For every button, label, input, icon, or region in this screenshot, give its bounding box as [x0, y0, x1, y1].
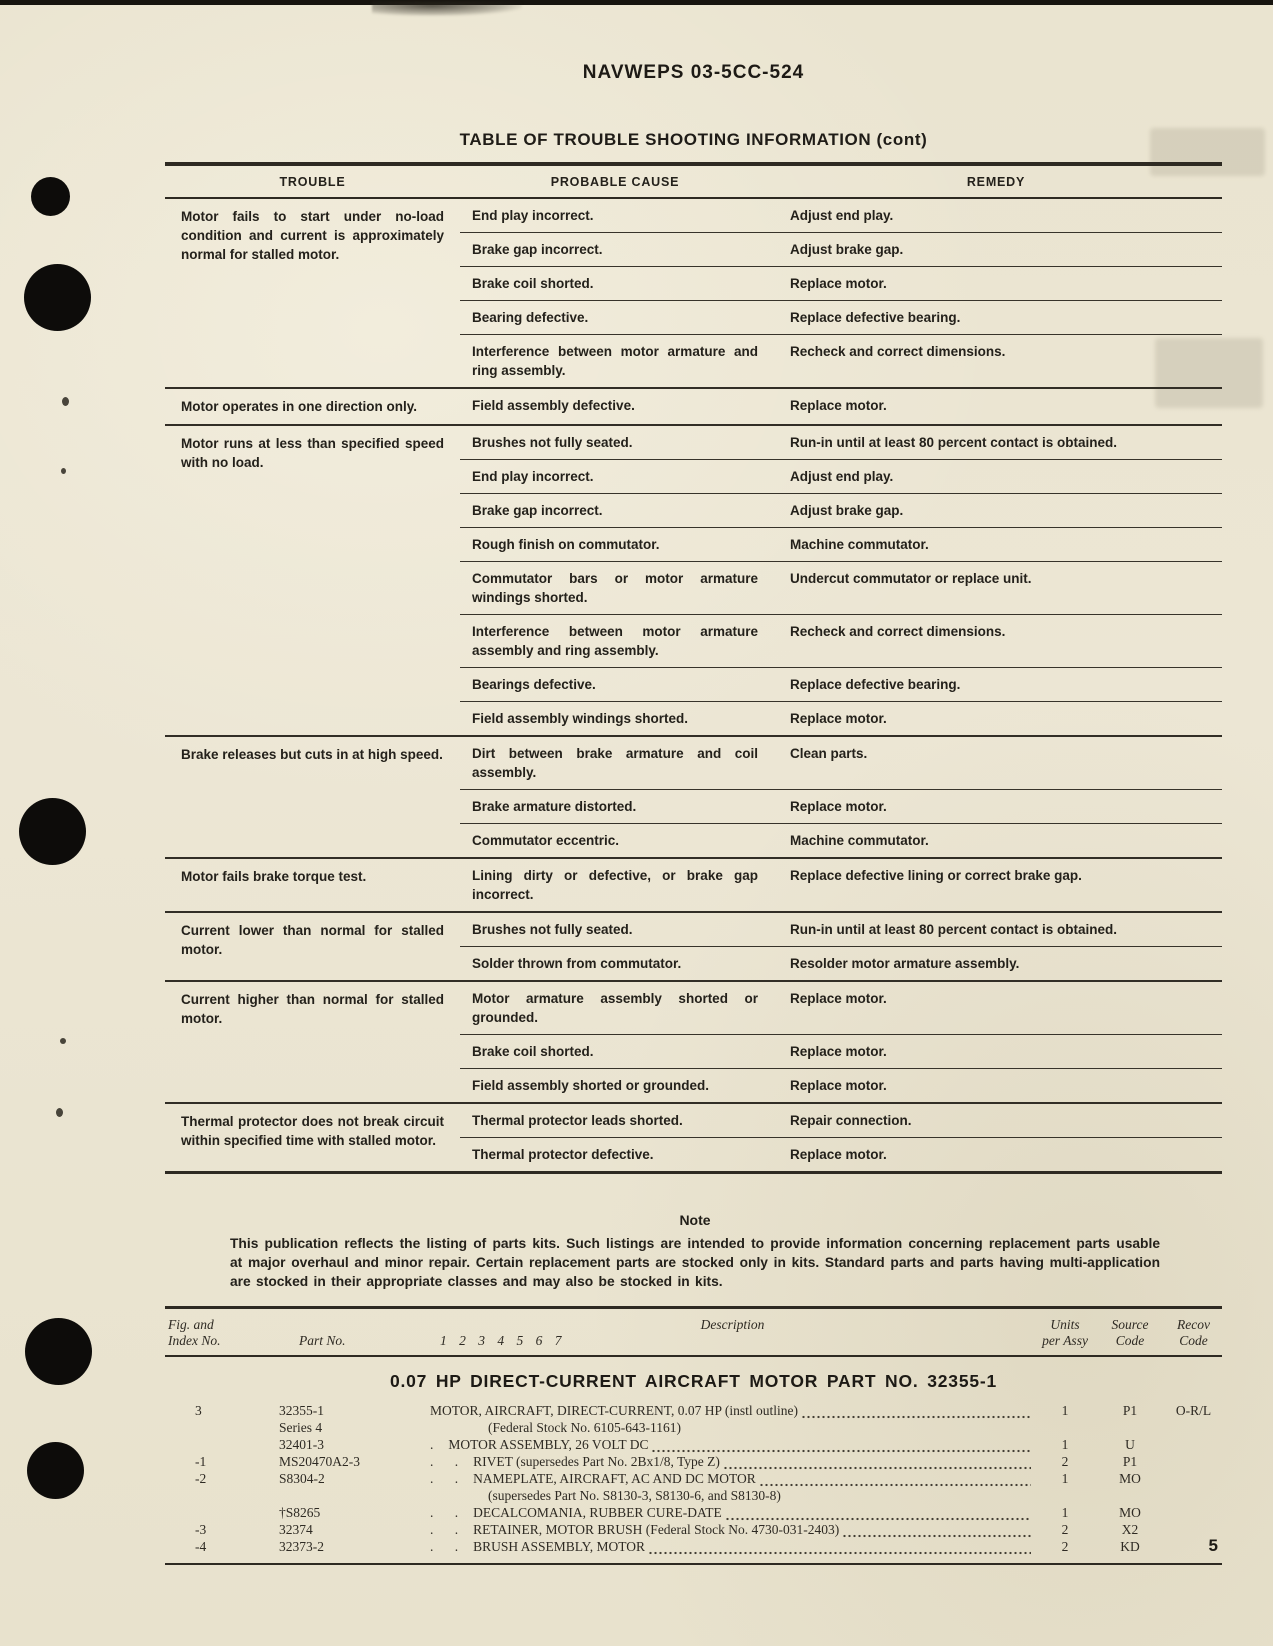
indenture-dots: . . — [430, 1454, 468, 1469]
trouble-group — [165, 387, 1222, 424]
description-cell — [430, 1470, 1035, 1487]
description-text: DECALCOMANIA, RUBBER CURE-DATE — [473, 1505, 722, 1520]
probable-cause-cell: Field assembly defective. — [472, 398, 635, 413]
note-text: This publication reflects the listing of parts kits. Such listings are intended to provide information concerning replacement parts usable at major overhaul and minor repair. Certain replacement parts are stocked only in kits. Standard parts and parts having multi-application are stocked in their appropriate classes and may also be stocked in kits. — [230, 1236, 1160, 1289]
recov-code-cell: O-R/L — [1175, 1403, 1212, 1418]
dot-leader — [759, 1470, 1031, 1487]
remedy-cell: Run-in until at least 80 percent contact is obtained. — [790, 922, 1118, 937]
cause-remedy-row — [460, 1104, 1222, 1138]
cause-remedy-row — [460, 335, 1222, 387]
description-cell — [430, 1521, 1035, 1538]
indenture-dots: . — [430, 1437, 443, 1452]
cause-remedy-row — [460, 1138, 1222, 1171]
cause-remedy-row — [460, 199, 1222, 233]
trouble-shooting-table — [165, 162, 1222, 1174]
parts-row — [165, 1504, 1222, 1521]
description-text: NAMEPLATE, AIRCRAFT, AC AND DC MOTOR — [473, 1471, 756, 1486]
units-per-assy-cell: 1 — [1061, 1403, 1069, 1418]
parts-row — [165, 1402, 1222, 1419]
description-cell — [430, 1436, 1035, 1453]
punch-hole-mark — [27, 1442, 84, 1499]
remedy-cell: Run-in until at least 80 percent contact is obtained. — [790, 435, 1118, 450]
punch-hole-mark — [24, 264, 91, 331]
probable-cause-cell: Interference between motor armature assembly and ring assembly. — [472, 624, 758, 658]
cause-remedy-rows — [460, 1104, 1222, 1171]
dot-leader — [723, 1453, 1031, 1470]
remedy-cell: Replace motor. — [790, 1078, 887, 1093]
units-per-assy-cell: 1 — [1061, 1471, 1069, 1486]
probable-cause-cell: Brake coil shorted. — [472, 276, 594, 291]
trouble-group — [165, 1102, 1222, 1171]
fig-index-cell — [165, 1487, 275, 1504]
parts-row — [165, 1453, 1222, 1470]
indenture-dots: . . — [430, 1505, 468, 1520]
remedy-cell: Clean parts. — [790, 746, 868, 761]
recov-code-cell — [1165, 1504, 1222, 1521]
cause-remedy-row — [460, 824, 1222, 857]
recov-code-cell — [1165, 1487, 1222, 1504]
cause-remedy-row — [460, 562, 1222, 615]
part-no-cell: MS20470A2-3 — [279, 1454, 361, 1469]
note-heading: Note — [679, 1212, 711, 1228]
cause-remedy-row — [460, 494, 1222, 528]
units-per-assy-cell — [1035, 1419, 1095, 1436]
cause-remedy-row — [460, 702, 1222, 735]
remedy-cell: Replace defective bearing. — [790, 677, 961, 692]
description-text: RETAINER, MOTOR BRUSH (Federal Stock No. 4730-031-2403) — [473, 1522, 840, 1537]
probable-cause-cell: Motor armature assembly shorted or grounded. — [472, 991, 758, 1025]
trouble-cell: Thermal protector does not break circuit within specified time with stalled motor. — [181, 1114, 444, 1148]
probable-cause-cell: Brake gap incorrect. — [472, 242, 603, 257]
source-code-cell: MO — [1119, 1471, 1141, 1486]
trouble-group — [165, 424, 1222, 735]
cause-remedy-rows — [460, 199, 1222, 387]
column-header-trouble: TROUBLE — [279, 175, 346, 189]
source-code-cell: X2 — [1121, 1522, 1139, 1537]
part-no-cell: 32374 — [279, 1522, 313, 1537]
cause-remedy-rows — [460, 737, 1222, 857]
column-header-description: Description 1 2 3 4 5 6 7 — [440, 1317, 765, 1348]
remedy-cell: Repair connection. — [790, 1113, 912, 1128]
fig-index-cell: -4 — [195, 1539, 207, 1554]
cause-remedy-row — [460, 615, 1222, 668]
doc-number: NAVWEPS 03-5CC-524 — [582, 62, 805, 83]
fig-index-cell: -1 — [195, 1454, 207, 1469]
part-no-cell: 32401-3 — [279, 1437, 324, 1452]
trouble-group — [165, 911, 1222, 980]
description-cell — [430, 1504, 1035, 1521]
trouble-group — [165, 980, 1222, 1102]
parts-row — [165, 1521, 1222, 1538]
part-no-cell: S8304-2 — [279, 1471, 325, 1486]
dot-leader — [801, 1402, 1031, 1419]
source-code-cell — [1095, 1419, 1165, 1436]
ink-speck — [62, 397, 69, 406]
remedy-cell: Machine commutator. — [790, 537, 929, 552]
cause-remedy-row — [460, 460, 1222, 494]
cause-remedy-row — [460, 668, 1222, 702]
trouble-group — [165, 857, 1222, 911]
cause-remedy-row — [460, 790, 1222, 824]
parts-row — [165, 1436, 1222, 1453]
description-text: (supersedes Part No. S8130-3, S8130-6, and S8130-8) — [488, 1488, 781, 1503]
dot-leader — [725, 1504, 1031, 1521]
cause-remedy-rows — [460, 913, 1222, 980]
remedy-cell: Replace motor. — [790, 1147, 887, 1162]
remedy-cell: Replace motor. — [790, 276, 887, 291]
trouble-table-title: TABLE OF TROUBLE SHOOTING INFORMATION (cont) — [459, 130, 928, 149]
fig-index-cell: -3 — [195, 1522, 207, 1537]
trouble-table-body — [165, 199, 1222, 1171]
source-code-cell: KD — [1120, 1539, 1140, 1554]
units-per-assy-cell: 1 — [1061, 1437, 1069, 1452]
remedy-cell: Replace motor. — [790, 991, 887, 1006]
indenture-dots: . . — [430, 1471, 468, 1486]
cause-remedy-row — [460, 737, 1222, 790]
recov-code-cell — [1165, 1419, 1222, 1436]
fig-index-cell — [165, 1504, 275, 1521]
trouble-cell: Motor fails to start under no-load condition and current is approximately normal for stalled motor. — [181, 209, 444, 262]
description-cell — [430, 1453, 1035, 1470]
probable-cause-cell: Field assembly shorted or grounded. — [472, 1078, 710, 1093]
fig-index-cell — [165, 1436, 275, 1453]
punch-hole-mark — [25, 1318, 92, 1385]
column-header-units-per-assy: Units per Assy — [1042, 1317, 1088, 1348]
cause-remedy-rows — [460, 859, 1222, 911]
cause-remedy-row — [460, 982, 1222, 1035]
part-no-cell — [275, 1487, 430, 1504]
punch-hole-mark — [31, 177, 70, 216]
trouble-cell: Brake releases but cuts in at high speed. — [181, 747, 443, 762]
description-text: MOTOR, AIRCRAFT, DIRECT-CURRENT, 0.07 HP (instl outline) — [430, 1403, 799, 1418]
source-code-cell — [1095, 1487, 1165, 1504]
cause-remedy-row — [460, 426, 1222, 460]
units-per-assy-cell — [1035, 1487, 1095, 1504]
cause-remedy-rows — [460, 982, 1222, 1102]
trouble-cell: Motor operates in one direction only. — [181, 399, 418, 414]
probable-cause-cell: Bearings defective. — [472, 677, 596, 692]
indenture-dots: . . — [430, 1522, 468, 1537]
remedy-cell: Adjust end play. — [790, 208, 894, 223]
probable-cause-cell: Commutator eccentric. — [472, 833, 620, 848]
recov-code-cell — [1165, 1470, 1222, 1487]
indenture-dots: . . — [430, 1539, 468, 1554]
column-header-probable-cause: PROBABLE CAUSE — [550, 175, 680, 189]
remedy-cell: Recheck and correct dimensions. — [790, 624, 1006, 639]
description-text: RIVET (supersedes Part No. 2Bx1/8, Type Z) — [473, 1454, 720, 1469]
column-header-recov-code: Recov Code — [1177, 1317, 1210, 1348]
parts-row — [165, 1487, 1222, 1504]
description-cell — [430, 1538, 1035, 1555]
page-content — [165, 0, 1222, 1565]
part-no-cell: 32355-1 — [279, 1403, 324, 1418]
remedy-cell: Replace motor. — [790, 711, 887, 726]
units-per-assy-cell: 2 — [1061, 1522, 1069, 1537]
parts-section-title: 0.07 HP DIRECT-CURRENT AIRCRAFT MOTOR PART NO. 32355-1 — [389, 1371, 998, 1391]
probable-cause-cell: Brake gap incorrect. — [472, 503, 603, 518]
description-text: MOTOR ASSEMBLY, 26 VOLT DC — [448, 1437, 649, 1452]
units-per-assy-cell: 2 — [1061, 1454, 1069, 1469]
dot-leader — [648, 1538, 1031, 1555]
cause-remedy-rows — [460, 389, 1222, 424]
part-no-cell: Series 4 — [279, 1420, 323, 1435]
probable-cause-cell: End play incorrect. — [472, 208, 594, 223]
probable-cause-cell: Brake armature distorted. — [472, 799, 637, 814]
probable-cause-cell: Thermal protector leads shorted. — [472, 1113, 683, 1128]
ink-speck — [61, 468, 66, 474]
source-code-cell: P1 — [1122, 1454, 1138, 1469]
cause-remedy-row — [460, 301, 1222, 335]
column-header-remedy: REMEDY — [966, 175, 1026, 189]
probable-cause-cell: Dirt between brake armature and coil assembly. — [472, 746, 758, 780]
trouble-group — [165, 735, 1222, 857]
parts-list-table — [165, 1306, 1222, 1565]
probable-cause-cell: End play incorrect. — [472, 469, 594, 484]
punch-hole-mark — [19, 798, 86, 865]
remedy-cell: Adjust end play. — [790, 469, 894, 484]
units-per-assy-cell: 2 — [1061, 1539, 1069, 1554]
parts-table-header-row — [165, 1309, 1222, 1357]
fig-index-cell: -2 — [195, 1471, 207, 1486]
cause-remedy-row — [460, 1035, 1222, 1069]
trouble-cell: Current higher than normal for stalled motor. — [181, 992, 444, 1026]
remedy-cell: Recheck and correct dimensions. — [790, 344, 1006, 359]
remedy-cell: Replace motor. — [790, 1044, 887, 1059]
remedy-cell: Adjust brake gap. — [790, 242, 904, 257]
part-no-cell: †S8265 — [279, 1505, 321, 1520]
remedy-cell: Adjust brake gap. — [790, 503, 904, 518]
page-number: 5 — [1208, 1536, 1218, 1555]
source-code-cell: U — [1125, 1437, 1135, 1452]
description-cell — [430, 1419, 1035, 1436]
dot-leader — [651, 1436, 1031, 1453]
remedy-cell: Replace defective bearing. — [790, 310, 961, 325]
fig-index-cell: 3 — [195, 1403, 202, 1418]
part-no-cell: 32373-2 — [279, 1539, 324, 1554]
cause-remedy-row — [460, 1069, 1222, 1102]
remedy-cell: Undercut commutator or replace unit. — [790, 571, 1032, 586]
units-per-assy-cell: 1 — [1061, 1505, 1069, 1520]
cause-remedy-row — [460, 913, 1222, 947]
probable-cause-cell: Lining dirty or defective, or brake gap incorrect. — [472, 868, 758, 902]
column-header-part-no: Part No. — [299, 1333, 346, 1348]
parts-row — [165, 1538, 1222, 1555]
probable-cause-cell: Rough finish on commutator. — [472, 537, 660, 552]
probable-cause-cell: Brushes not fully seated. — [472, 922, 633, 937]
ink-speck — [60, 1038, 66, 1044]
source-code-cell: P1 — [1122, 1403, 1138, 1418]
probable-cause-cell: Brake coil shorted. — [472, 1044, 594, 1059]
source-code-cell: MO — [1119, 1505, 1141, 1520]
note-section — [230, 1212, 1160, 1291]
probable-cause-cell: Commutator bars or motor armature windings shorted. — [472, 571, 758, 605]
probable-cause-cell: Solder thrown from commutator. — [472, 956, 682, 971]
column-header-source-code: Source Code — [1111, 1317, 1149, 1348]
description-cell — [430, 1487, 1035, 1504]
cause-remedy-row — [460, 528, 1222, 562]
remedy-cell: Machine commutator. — [790, 833, 929, 848]
recov-code-cell — [1165, 1436, 1222, 1453]
description-text: (Federal Stock No. 6105-643-1161) — [488, 1420, 681, 1435]
probable-cause-cell: Brushes not fully seated. — [472, 435, 633, 450]
remedy-cell: Replace motor. — [790, 398, 887, 413]
cause-remedy-row — [460, 389, 1222, 422]
remedy-cell: Replace defective lining or correct brake gap. — [790, 868, 1082, 883]
parts-row — [165, 1470, 1222, 1487]
cause-remedy-row — [460, 233, 1222, 267]
trouble-cell: Motor fails brake torque test. — [181, 869, 367, 884]
probable-cause-cell: Field assembly windings shorted. — [472, 711, 689, 726]
cause-remedy-row — [460, 859, 1222, 911]
trouble-group — [165, 199, 1222, 387]
probable-cause-cell: Interference between motor armature and ring assembly. — [472, 344, 758, 378]
indenture-level-numbers: 1 2 3 4 5 6 7 — [440, 1333, 562, 1348]
fig-index-cell — [165, 1419, 275, 1436]
cause-remedy-rows — [460, 426, 1222, 735]
trouble-cell: Motor runs at less than specified speed with no load. — [181, 436, 444, 470]
remedy-cell: Resolder motor armature assembly. — [790, 956, 1020, 971]
cause-remedy-row — [460, 267, 1222, 301]
probable-cause-cell: Thermal protector defective. — [472, 1147, 654, 1162]
recov-code-cell — [1165, 1453, 1222, 1470]
parts-table-body — [165, 1402, 1222, 1563]
trouble-cell: Current lower than normal for stalled motor. — [181, 923, 444, 957]
ink-speck — [56, 1108, 63, 1117]
remedy-cell: Replace motor. — [790, 799, 887, 814]
dot-leader — [842, 1521, 1031, 1538]
cause-remedy-row — [460, 947, 1222, 980]
trouble-table-header-row — [165, 166, 1222, 199]
description-text: BRUSH ASSEMBLY, MOTOR — [473, 1539, 645, 1554]
column-header-fig-index: Fig. and Index No. — [168, 1317, 221, 1348]
probable-cause-cell: Bearing defective. — [472, 310, 589, 325]
description-cell — [430, 1402, 1035, 1419]
parts-row — [165, 1419, 1222, 1436]
